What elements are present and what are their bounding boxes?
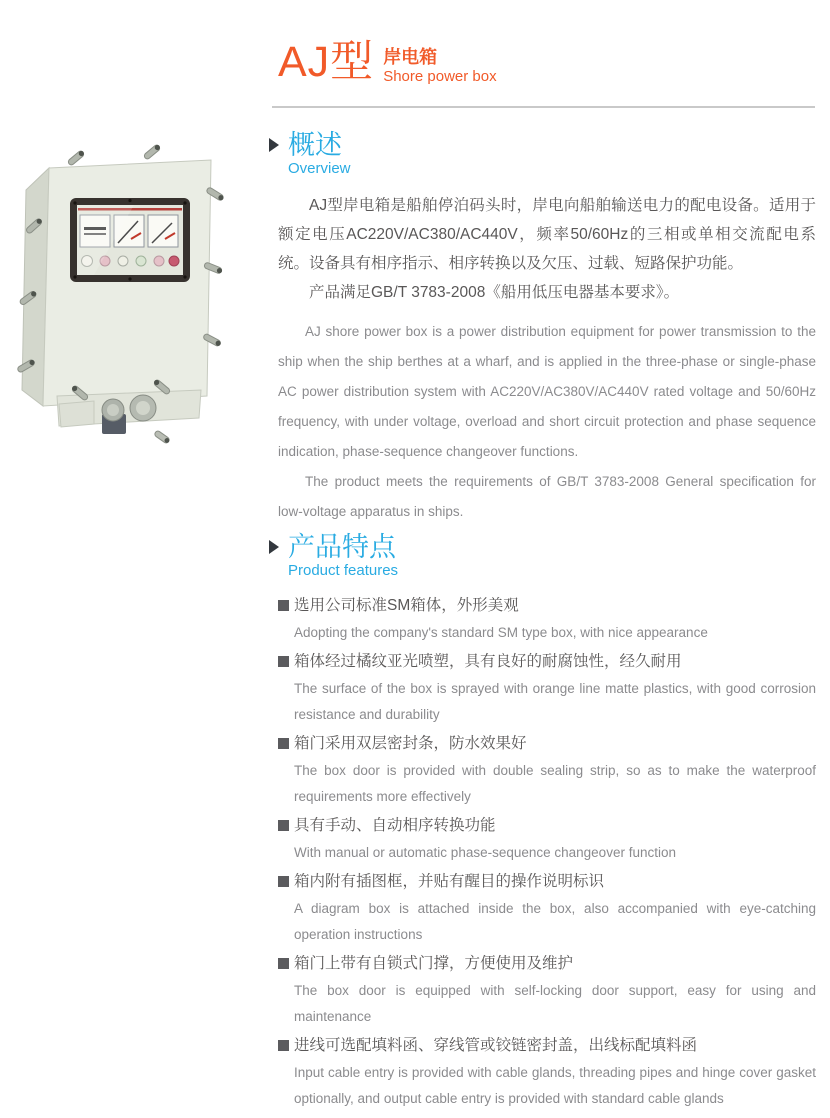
feature-cn-line bbox=[278, 649, 816, 675]
title-divider bbox=[272, 106, 815, 108]
feature-cn-text: 箱门采用双层密封条，防水效果好 bbox=[294, 735, 527, 752]
cabinet-body bbox=[43, 160, 211, 406]
bullet-square-icon bbox=[278, 958, 289, 969]
indicator-light bbox=[154, 256, 164, 266]
feature-cn-line bbox=[278, 731, 816, 757]
overview-paragraph-cn: AJ型岸电箱是船舶停泊码头时，岸电向船舶输送电力的配电设备。适用于额定电压AC220V/AC380/AC440V，频率50/60Hz的三相或单相交流配电系统。设备具有相序指示、相序转换以及欠压、过载、短路保护功能。 bbox=[278, 197, 816, 272]
feature-cn-line bbox=[278, 951, 816, 977]
feature-en-text: Input cable entry is provided with cable glands, threading pipes and hinge cover gasket optionally, and output cable entry is provided with standard cable glands bbox=[294, 1065, 816, 1106]
features-header-text bbox=[288, 532, 398, 580]
overview-header-text bbox=[288, 130, 351, 178]
feature-item bbox=[278, 813, 816, 866]
feature-item bbox=[278, 951, 816, 1030]
feature-item bbox=[278, 731, 816, 810]
overview-title-cn: 概述 bbox=[288, 130, 342, 160]
cable-gland-cap bbox=[107, 404, 119, 416]
indicator-light bbox=[118, 256, 128, 266]
overview-paragraph-en: The product meets the requirements of GB/T 3783-2008 General specification for low-voltage apparatus in ships. bbox=[278, 474, 816, 519]
feature-item bbox=[278, 593, 816, 646]
feature-en-text: Adopting the company's standard SM type box, with nice appearance bbox=[294, 625, 708, 640]
feature-cn-line bbox=[278, 1033, 816, 1059]
feature-cn-text: 箱内附有插图框，并贴有醒目的操作说明标识 bbox=[294, 873, 605, 890]
section-marker-icon bbox=[269, 540, 279, 554]
shore-power-box-image bbox=[12, 138, 257, 450]
feature-cn-text: 箱体经过橘纹亚光喷塑，具有良好的耐腐蚀性，经久耐用 bbox=[294, 653, 682, 670]
bullet-square-icon bbox=[278, 820, 289, 831]
feature-cn-line bbox=[278, 869, 816, 895]
overview-section bbox=[278, 130, 816, 527]
feature-en-text: The box door is equipped with self-locking door support, easy for using and maintenance bbox=[294, 983, 816, 1024]
feature-cn-text: 进线可选配填料函、穿线管或铰链密封盖，出线标配填料函 bbox=[294, 1037, 698, 1054]
features-section bbox=[278, 532, 816, 1115]
bullet-square-icon bbox=[278, 656, 289, 667]
indicator-light bbox=[169, 256, 179, 266]
product-name bbox=[383, 47, 496, 85]
features-title-en: Product features bbox=[288, 562, 399, 579]
section-marker-icon bbox=[269, 138, 279, 152]
feature-cn-line bbox=[278, 813, 816, 839]
feature-en-text: With manual or automatic phase-sequence changeover function bbox=[294, 845, 676, 860]
feature-en-text: The box door is provided with double sealing strip, so as to make the waterproof requirements more effectively bbox=[294, 763, 816, 804]
door-window bbox=[70, 198, 190, 282]
overview-paragraph-en: AJ shore power box is a power distribution equipment for power transmission to the ship when the ship berthes at a wharf, and is applied in the three-phase or single-phase AC power distribution system with AC220V/AC380V/AC440V rated voltage and 50/60Hz frequency, with under voltage, overload and short circuit protection and phase sequence indication, phase-sequence changeover functions. bbox=[278, 324, 816, 459]
bullet-square-icon bbox=[278, 738, 289, 749]
feature-item bbox=[278, 649, 816, 728]
feature-cn-text: 具有手动、自动相序转换功能 bbox=[294, 817, 496, 834]
overview-title-en: Overview bbox=[288, 160, 351, 177]
feature-cn-text: 箱门上带有自锁式门撑，方便使用及维护 bbox=[294, 955, 574, 972]
feature-cn-line bbox=[278, 593, 816, 619]
cable-gland-cap bbox=[136, 401, 150, 415]
product-name-cn: 岸电箱 bbox=[383, 47, 438, 67]
indicator-light bbox=[136, 256, 146, 266]
product-name-en: Shore power box bbox=[383, 67, 497, 85]
features-title-cn: 产品特点 bbox=[288, 532, 396, 562]
bullet-square-icon bbox=[278, 876, 289, 887]
bullet-square-icon bbox=[278, 600, 289, 611]
feature-en-text: The surface of the box is sprayed with orange line matte plastics, with good corrosion resistance and durability bbox=[294, 681, 816, 722]
product-title-block bbox=[278, 40, 497, 85]
product-model: AJ型 bbox=[278, 38, 375, 86]
features-header bbox=[269, 532, 816, 580]
feature-item bbox=[278, 869, 816, 948]
product-photo bbox=[12, 138, 257, 450]
feature-item bbox=[278, 1033, 816, 1112]
overview-paragraph-cn: 产品满足GB/T 3783-2008《船用低压电器基本要求》。 bbox=[309, 284, 680, 301]
overview-header bbox=[269, 130, 816, 178]
cabinet-foot bbox=[59, 401, 94, 427]
feature-en-text: A diagram box is attached inside the box, also accompanied with eye-catching operation instructions bbox=[294, 901, 816, 942]
bullet-square-icon bbox=[278, 1040, 289, 1051]
feature-cn-text: 选用公司标准SM箱体，外形美观 bbox=[294, 597, 519, 614]
